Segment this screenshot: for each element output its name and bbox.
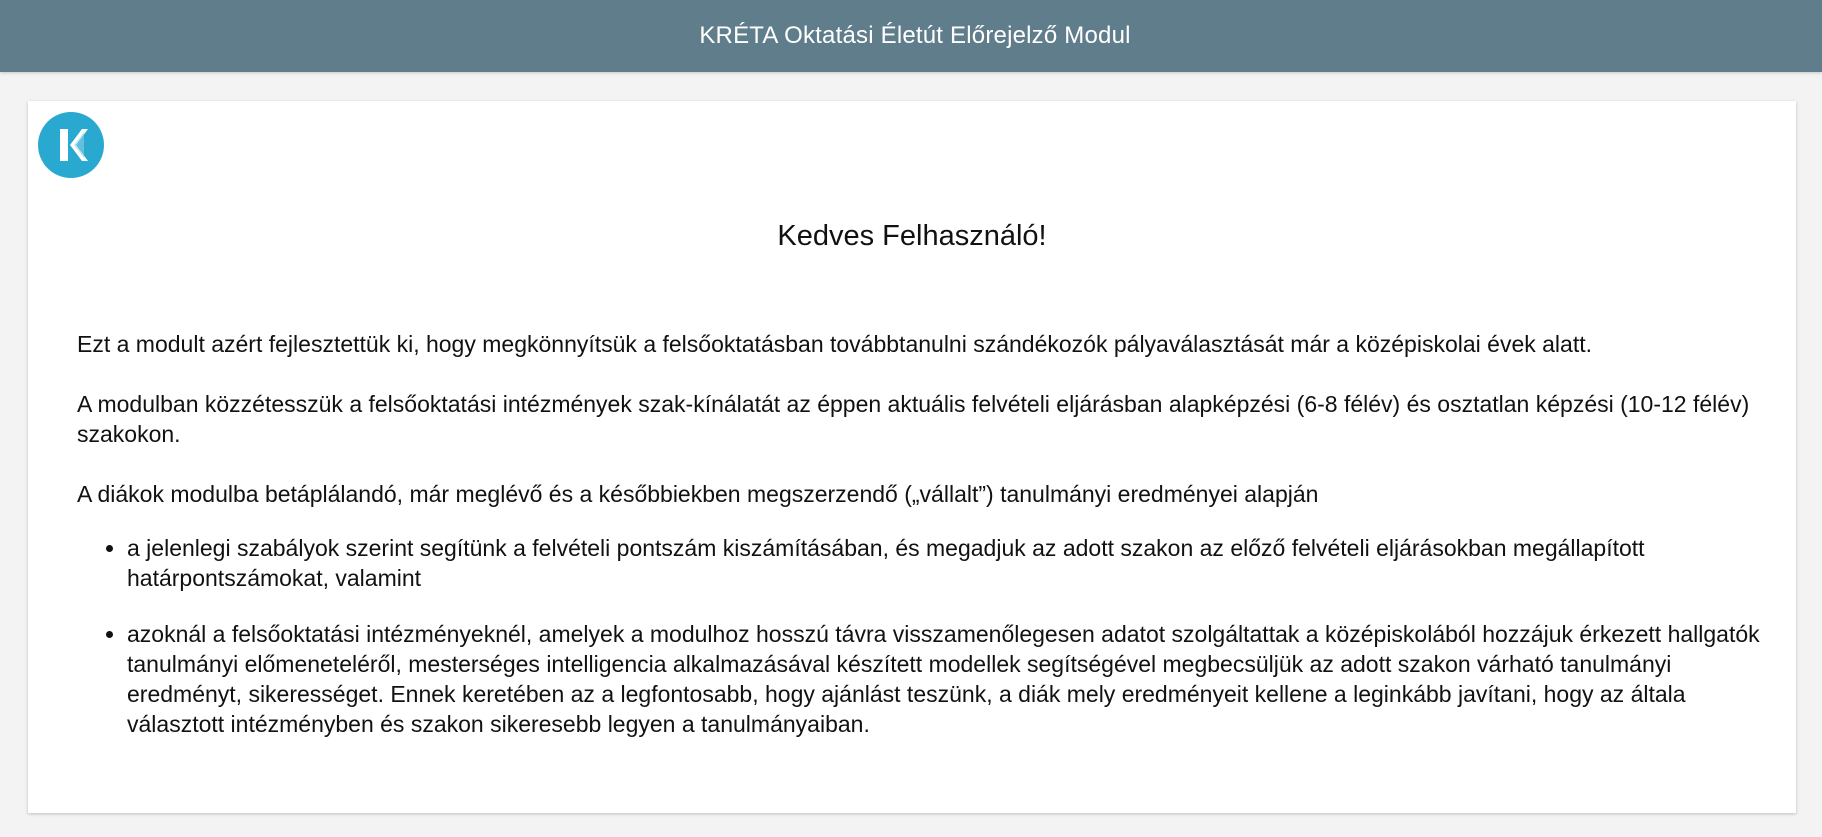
app-header (0, 0, 1822, 72)
intro-text (77, 329, 1789, 765)
welcome-card (28, 101, 1796, 813)
intro-paragraph-1: Ezt a modult azért fejlesztettük ki, hogy megkönnyítsük a felsőoktatásban továbbtanulni szándékozók pályaválasztását már a középiskolai évek alatt. (77, 331, 1592, 357)
feature-list-item: • a jelenlegi szabályok szerint segítünk a felvételi pontszám kiszámításában, és megadjuk az adott szakon az előző felvételi eljárásokban megállapított határpontszámokat, valamint (127, 533, 1789, 593)
intro-paragraph-2: A modulban közzétesszük a felsőoktatási intézmények szak-kínálatát az éppen aktuális felvételi eljárásban alapképzési (6-8 félév) és osztatlan képzési (10-12 félév) szakokon. (77, 391, 1750, 447)
greeting-heading: Kedves Felhasználó! (777, 220, 1047, 252)
kreta-logo-icon (38, 112, 104, 178)
feature-list (77, 533, 1789, 739)
kreta-logo-glyph (38, 112, 104, 178)
feature-list-item: • azoknál a felsőoktatási intézményeknél, amelyek a modulhoz hosszú távra visszamenőlegesen adatot szolgáltattak a középiskolából hozzájuk érkezett hallgatók tanulmányi előmeneteléről, mesterséges intelligencia alkalmazásával készített modellek segítségével megbecsüljük az adott szakon várható tanulmányi eredményt, sikerességet. Ennek keretében az a legfontosabb, hogy ajánlást teszünk, a diák mely eredményeit kellene a leginkább javítani, hogy az általa választott intézményben és szakon sikeresebb legyen a tanulmányaiban. (127, 619, 1789, 739)
app-title: KRÉTA Oktatási Életút Előrejelző Modul (699, 22, 1131, 49)
intro-paragraph-3: A diákok modulba betáplálandó, már meglévő és a későbbiekben megszerzendő („vállalt”) tanulmányi eredményei alapján (77, 481, 1319, 507)
